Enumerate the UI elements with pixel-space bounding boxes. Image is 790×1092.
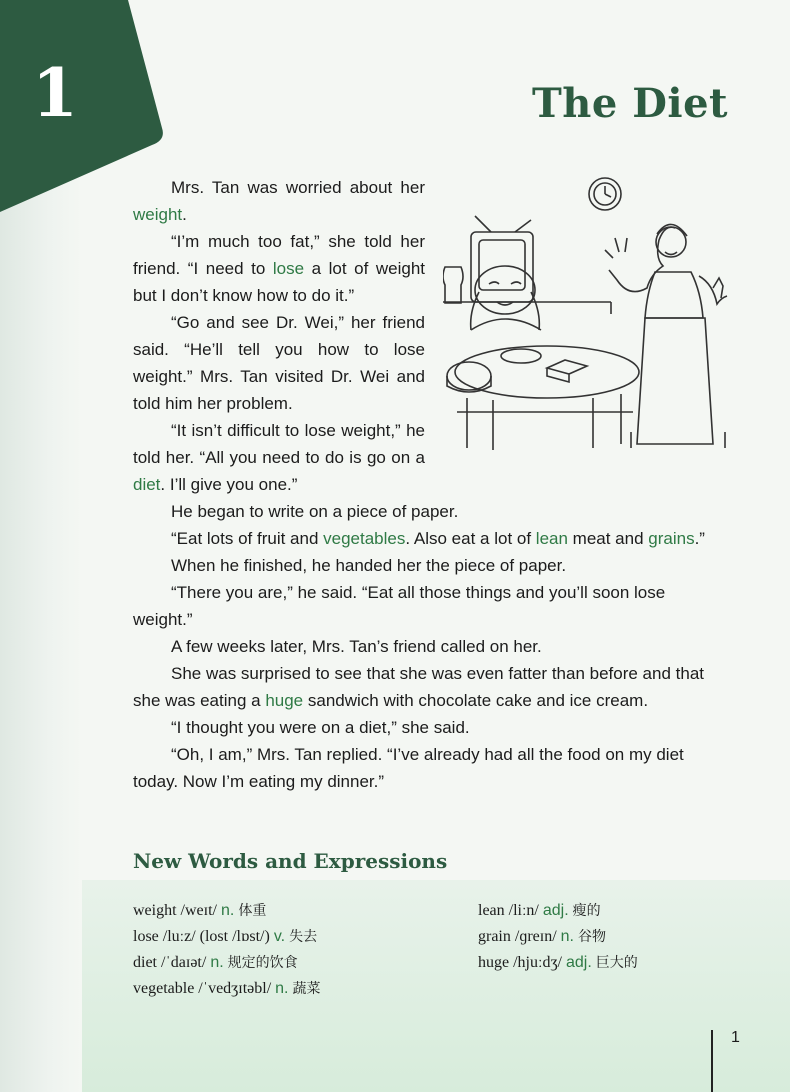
paragraph-8: “There you are,” he said. “Eat all those things and you’ll soon lose weight.” bbox=[133, 583, 666, 629]
paragraph-1: Mrs. Tan was worried about her weight. bbox=[133, 178, 425, 224]
paragraph-4: “It isn’t difficult to lose weight,” he told her. “All you need to do is go on a diet. I’ll give you one.” bbox=[133, 421, 425, 494]
keyword-weight: weight bbox=[133, 205, 183, 224]
paragraph-3: “Go and see Dr. Wei,” her friend said. “He’ll tell you how to lose weight.” Mrs. Tan visited Dr. Wei and told him her problem. bbox=[133, 313, 425, 413]
paragraph-5: He began to write on a piece of paper. bbox=[171, 502, 459, 521]
page-number: 1 bbox=[731, 1029, 740, 1046]
vocab-entry: diet /ˈdaɪət/ n. 规定的饮食 bbox=[133, 954, 298, 971]
keyword-grains: grains bbox=[648, 529, 695, 548]
new-words-heading: New Words and Expressions bbox=[133, 849, 448, 873]
paragraph-2: “I’m much too fat,” she told her friend. “I need to lose a lot of weight but I don’t know how to do it.” bbox=[133, 232, 425, 305]
page-title: The Diet bbox=[531, 80, 728, 127]
paragraph-12: “Oh, I am,” Mrs. Tan replied. “I’ve already had all the food on my diet today. Now I’m eating my dinner.” bbox=[133, 745, 684, 791]
chapter-number: 1 bbox=[32, 54, 78, 132]
vocab-entry: grain /ɡreɪn/ n. 谷物 bbox=[478, 928, 606, 945]
paragraph-6: “Eat lots of fruit and vegetables. Also eat a lot of lean meat and grains.” bbox=[171, 529, 705, 548]
vocabulary-column-2 bbox=[478, 898, 638, 976]
paragraph-11: “I thought you were on a diet,” she said. bbox=[171, 718, 470, 737]
vocab-entry: vegetable /ˈvedʒɪtəbl/ n. 蔬菜 bbox=[133, 980, 321, 997]
keyword-huge: huge bbox=[265, 691, 304, 710]
vocabulary-column-1 bbox=[133, 898, 321, 1002]
keyword-lean: lean bbox=[535, 529, 568, 548]
keyword-diet: diet bbox=[133, 475, 161, 494]
vocab-entry: lean /liːn/ adj. 瘦的 bbox=[478, 902, 601, 919]
paragraph-10: She was surprised to see that she was even fatter than before and that she was eating a huge sandwich with chocolate cake and ice cream. bbox=[133, 664, 704, 710]
vocab-entry: weight /weɪt/ n. 体重 bbox=[133, 902, 267, 919]
story-text bbox=[133, 174, 729, 795]
keyword-lose: lose bbox=[272, 259, 305, 278]
keyword-vegetables: vegetables bbox=[323, 529, 406, 548]
vocab-entry: huge /hjuːdʒ/ adj. 巨大的 bbox=[478, 954, 638, 971]
paragraph-7: When he finished, he handed her the piece of paper. bbox=[171, 556, 567, 575]
vocab-entry: lose /luːz/ (lost /lɒst/) v. 失去 bbox=[133, 928, 318, 945]
paragraph-9: A few weeks later, Mrs. Tan’s friend called on her. bbox=[171, 637, 542, 656]
page-number-rule bbox=[711, 1030, 713, 1092]
